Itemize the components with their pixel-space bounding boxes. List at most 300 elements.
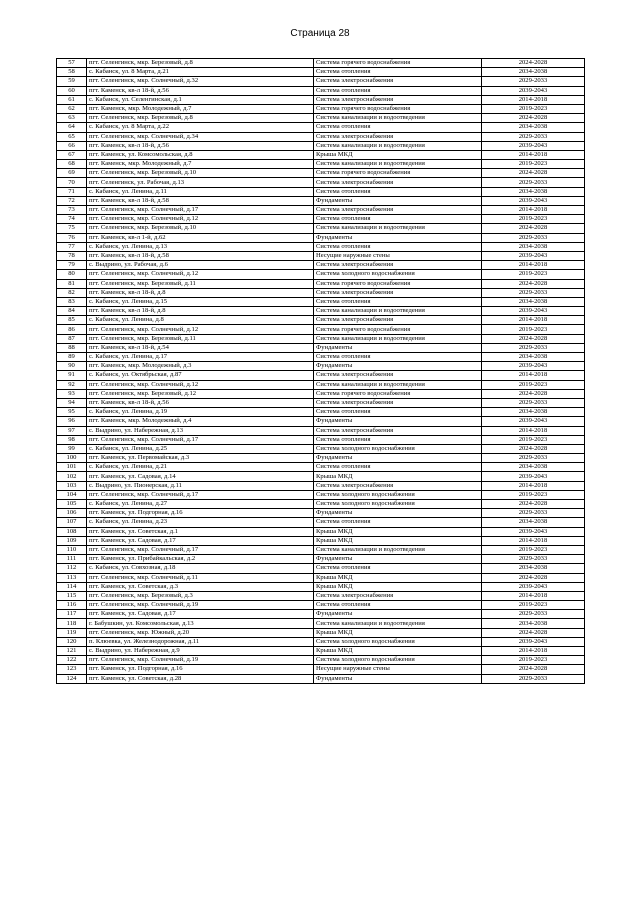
system-cell: Система холодного водоснабжения xyxy=(314,637,482,646)
period-cell: 2024-2028 xyxy=(482,500,585,509)
table-row xyxy=(57,610,585,619)
address-cell: пгт. Селенгинск, мкр. Солнечный, д.17 xyxy=(87,435,314,444)
row-number: 109 xyxy=(57,536,87,545)
address-cell: пгт. Каменск, кв-л 18-й, д.58 xyxy=(87,251,314,260)
address-cell: с. Кабанск, ул. Ленина, д.25 xyxy=(87,444,314,453)
address-cell: пгт. Каменск, ул. Подгорная, д.16 xyxy=(87,665,314,674)
system-cell: Система отопления xyxy=(314,123,482,132)
address-cell: с. Кабанск, ул. 8 Марта, д.21 xyxy=(87,68,314,77)
row-number: 116 xyxy=(57,601,87,610)
row-number: 85 xyxy=(57,316,87,325)
row-number: 72 xyxy=(57,196,87,205)
address-cell: пгт. Селенгинск, мкр. Березовый, д.10 xyxy=(87,224,314,233)
period-cell: 2019-2023 xyxy=(482,380,585,389)
address-cell: пгт. Каменск, кв-л 18-й, д.56 xyxy=(87,86,314,95)
table-row xyxy=(57,408,585,417)
row-number: 111 xyxy=(57,555,87,564)
address-cell: с. Кабанск, ул. Ленина, д.23 xyxy=(87,518,314,527)
table-row xyxy=(57,619,585,628)
row-number: 117 xyxy=(57,610,87,619)
system-cell: Система электроснабжения xyxy=(314,95,482,104)
table-row xyxy=(57,674,585,683)
address-cell: пгт. Каменск, ул. Подгорная, д.16 xyxy=(87,509,314,518)
system-cell: Система отопления xyxy=(314,518,482,527)
period-cell: 2019-2023 xyxy=(482,215,585,224)
period-cell: 2014-2018 xyxy=(482,647,585,656)
row-number: 112 xyxy=(57,564,87,573)
table-row xyxy=(57,564,585,573)
table-row xyxy=(57,279,585,288)
repair-schedule-table xyxy=(56,58,585,684)
table-row xyxy=(57,334,585,343)
address-cell: пгт. Каменск, кв-л 18-й, д.8 xyxy=(87,288,314,297)
system-cell: Система канализации и водоотведения xyxy=(314,160,482,169)
period-cell: 2029-2033 xyxy=(482,132,585,141)
table-row xyxy=(57,215,585,224)
period-cell: 2039-2043 xyxy=(482,196,585,205)
period-cell: 2034-2038 xyxy=(482,564,585,573)
address-cell: п. Клюевка, ул. Железнодорожная, д.11 xyxy=(87,637,314,646)
table-row xyxy=(57,353,585,362)
period-cell: 2029-2033 xyxy=(482,555,585,564)
row-number: 80 xyxy=(57,270,87,279)
row-number: 114 xyxy=(57,582,87,591)
address-cell: пгт. Селенгинск, мкр. Южный, д.20 xyxy=(87,628,314,637)
system-cell: Система электроснабжения xyxy=(314,481,482,490)
address-cell: пгт. Каменск, кв-л 18-й, д.58 xyxy=(87,196,314,205)
system-cell: Система отопления xyxy=(314,187,482,196)
system-cell: Система отопления xyxy=(314,215,482,224)
row-number: 118 xyxy=(57,619,87,628)
table-row xyxy=(57,555,585,564)
table-row xyxy=(57,297,585,306)
row-number: 91 xyxy=(57,371,87,380)
table-row xyxy=(57,637,585,646)
table-row xyxy=(57,169,585,178)
table-row xyxy=(57,518,585,527)
period-cell: 2029-2033 xyxy=(482,398,585,407)
row-number: 124 xyxy=(57,674,87,683)
period-cell: 2039-2043 xyxy=(482,362,585,371)
period-cell: 2034-2038 xyxy=(482,353,585,362)
row-number: 120 xyxy=(57,637,87,646)
table-row xyxy=(57,527,585,536)
period-cell: 2024-2028 xyxy=(482,334,585,343)
table-row xyxy=(57,196,585,205)
period-cell: 2034-2038 xyxy=(482,518,585,527)
table-row xyxy=(57,665,585,674)
table-row xyxy=(57,417,585,426)
address-cell: г. Бабушкин, ул. Комсомольская, д.13 xyxy=(87,619,314,628)
table-row xyxy=(57,233,585,242)
row-number: 108 xyxy=(57,527,87,536)
address-cell: пгт. Селенгинск, мкр. Березовый, д.12 xyxy=(87,389,314,398)
row-number: 58 xyxy=(57,68,87,77)
address-cell: с. Кабанск, ул. Ленина, д.15 xyxy=(87,297,314,306)
period-cell: 2024-2028 xyxy=(482,279,585,288)
system-cell: Система канализации и водоотведения xyxy=(314,224,482,233)
row-number: 59 xyxy=(57,77,87,86)
row-number: 69 xyxy=(57,169,87,178)
system-cell: Система горячего водоснабжения xyxy=(314,104,482,113)
row-number: 79 xyxy=(57,261,87,270)
address-cell: пгт. Каменск, ул. Садовая, д.17 xyxy=(87,536,314,545)
row-number: 100 xyxy=(57,454,87,463)
row-number: 105 xyxy=(57,500,87,509)
system-cell: Система отопления xyxy=(314,463,482,472)
row-number: 77 xyxy=(57,242,87,251)
system-cell: Система электроснабжения xyxy=(314,398,482,407)
address-cell: пгт. Каменск, кв-л 18-й, д.56 xyxy=(87,398,314,407)
address-cell: с. Кабанск, ул. Селенгинская, д.1 xyxy=(87,95,314,104)
row-number: 78 xyxy=(57,251,87,260)
address-cell: с. Выдрино, ул. Набережная, д.13 xyxy=(87,426,314,435)
system-cell: Система отопления xyxy=(314,435,482,444)
system-cell: Система электроснабжения xyxy=(314,288,482,297)
system-cell: Система электроснабжения xyxy=(314,591,482,600)
system-cell: Система электроснабжения xyxy=(314,371,482,380)
system-cell: Система холодного водоснабжения xyxy=(314,656,482,665)
row-number: 97 xyxy=(57,426,87,435)
address-cell: пгт. Каменск, мкр. Молодежный, д.7 xyxy=(87,160,314,169)
table-row xyxy=(57,242,585,251)
row-number: 62 xyxy=(57,104,87,113)
row-number: 65 xyxy=(57,132,87,141)
table-row xyxy=(57,307,585,316)
table-row xyxy=(57,500,585,509)
address-cell: пгт. Каменск, ул. Первомайская, д.3 xyxy=(87,454,314,463)
row-number: 67 xyxy=(57,150,87,159)
period-cell: 2039-2043 xyxy=(482,637,585,646)
address-cell: пгт. Каменск, кв-л 18-й, д.8 xyxy=(87,307,314,316)
row-number: 64 xyxy=(57,123,87,132)
table-row xyxy=(57,325,585,334)
address-cell: с. Кабанск, ул. Совхозная, д.18 xyxy=(87,564,314,573)
system-cell: Система горячего водоснабжения xyxy=(314,59,482,68)
system-cell: Система отопления xyxy=(314,297,482,306)
address-cell: пгт. Селенгинск, мкр. Березовый, д.11 xyxy=(87,279,314,288)
system-cell: Крыша МКД xyxy=(314,150,482,159)
period-cell: 2019-2023 xyxy=(482,270,585,279)
system-cell: Крыша МКД xyxy=(314,647,482,656)
period-cell: 2024-2028 xyxy=(482,573,585,582)
system-cell: Система электроснабжения xyxy=(314,426,482,435)
row-number: 86 xyxy=(57,325,87,334)
address-cell: с. Кабанск, ул. Ленина, д.8 xyxy=(87,316,314,325)
period-cell: 2039-2043 xyxy=(482,582,585,591)
row-number: 93 xyxy=(57,389,87,398)
address-cell: пгт. Каменск, ул. Советская, д.3 xyxy=(87,582,314,591)
table-row xyxy=(57,454,585,463)
address-cell: пгт. Каменск, ул. Советская, д.28 xyxy=(87,674,314,683)
system-cell: Система канализации и водоотведения xyxy=(314,307,482,316)
system-cell: Система электроснабжения xyxy=(314,132,482,141)
system-cell: Система холодного водоснабжения xyxy=(314,270,482,279)
system-cell: Фундаменты xyxy=(314,610,482,619)
table-row xyxy=(57,628,585,637)
table-row xyxy=(57,343,585,352)
system-cell: Система отопления xyxy=(314,601,482,610)
row-number: 90 xyxy=(57,362,87,371)
row-number: 70 xyxy=(57,178,87,187)
period-cell: 2019-2023 xyxy=(482,601,585,610)
row-number: 71 xyxy=(57,187,87,196)
address-cell: с. Выдрино, ул. Рабочая, д.6 xyxy=(87,261,314,270)
system-cell: Фундаменты xyxy=(314,417,482,426)
table-row xyxy=(57,251,585,260)
table-row xyxy=(57,481,585,490)
table-row xyxy=(57,472,585,481)
table-row xyxy=(57,463,585,472)
system-cell: Система горячего водоснабжения xyxy=(314,325,482,334)
row-number: 92 xyxy=(57,380,87,389)
period-cell: 2029-2033 xyxy=(482,674,585,683)
table-row xyxy=(57,114,585,123)
period-cell: 2024-2028 xyxy=(482,59,585,68)
row-number: 95 xyxy=(57,408,87,417)
table-row xyxy=(57,288,585,297)
period-cell: 2024-2028 xyxy=(482,665,585,674)
table-row xyxy=(57,536,585,545)
table-row xyxy=(57,150,585,159)
system-cell: Система холодного водоснабжения xyxy=(314,500,482,509)
period-cell: 2024-2028 xyxy=(482,444,585,453)
system-cell: Несущие наружные стены xyxy=(314,251,482,260)
address-cell: пгт. Селенгинск, мкр. Березовый, д.8 xyxy=(87,114,314,123)
row-number: 73 xyxy=(57,206,87,215)
table-row xyxy=(57,380,585,389)
system-cell: Крыша МКД xyxy=(314,472,482,481)
period-cell: 2034-2038 xyxy=(482,297,585,306)
address-cell: пгт. Каменск, ул. Комсомольская, д.8 xyxy=(87,150,314,159)
system-cell: Система отопления xyxy=(314,353,482,362)
period-cell: 2014-2018 xyxy=(482,481,585,490)
period-cell: 2024-2028 xyxy=(482,628,585,637)
table-row xyxy=(57,160,585,169)
period-cell: 2039-2043 xyxy=(482,527,585,536)
row-number: 110 xyxy=(57,545,87,554)
system-cell: Система холодного водоснабжения xyxy=(314,490,482,499)
system-cell: Фундаменты xyxy=(314,454,482,463)
period-cell: 2019-2023 xyxy=(482,490,585,499)
system-cell: Фундаменты xyxy=(314,343,482,352)
row-number: 99 xyxy=(57,444,87,453)
address-cell: пгт. Селенгинск, мкр. Солнечный, д.11 xyxy=(87,573,314,582)
table-row xyxy=(57,68,585,77)
period-cell: 2034-2038 xyxy=(482,187,585,196)
address-cell: пгт. Селенгинск, мкр. Солнечный, д.17 xyxy=(87,545,314,554)
period-cell: 2039-2043 xyxy=(482,472,585,481)
period-cell: 2039-2043 xyxy=(482,307,585,316)
table-row xyxy=(57,86,585,95)
table-row xyxy=(57,490,585,499)
table-row xyxy=(57,362,585,371)
system-cell: Крыша МКД xyxy=(314,536,482,545)
row-number: 98 xyxy=(57,435,87,444)
period-cell: 2034-2038 xyxy=(482,123,585,132)
row-number: 104 xyxy=(57,490,87,499)
page-header: Страница 28 xyxy=(290,28,350,39)
address-cell: пгт. Каменск, мкр. Молодежный, д.4 xyxy=(87,417,314,426)
period-cell: 2034-2038 xyxy=(482,408,585,417)
row-number: 123 xyxy=(57,665,87,674)
address-cell: пгт. Каменск, ул. Советская, д.1 xyxy=(87,527,314,536)
period-cell: 2019-2023 xyxy=(482,435,585,444)
system-cell: Система электроснабжения xyxy=(314,261,482,270)
period-cell: 2014-2018 xyxy=(482,591,585,600)
system-cell: Система отопления xyxy=(314,408,482,417)
system-cell: Фундаменты xyxy=(314,509,482,518)
row-number: 57 xyxy=(57,59,87,68)
system-cell: Система горячего водоснабжения xyxy=(314,169,482,178)
period-cell: 2029-2033 xyxy=(482,343,585,352)
row-number: 63 xyxy=(57,114,87,123)
period-cell: 2014-2018 xyxy=(482,261,585,270)
address-cell: с. Кабанск, ул. Ленина, д.17 xyxy=(87,353,314,362)
row-number: 81 xyxy=(57,279,87,288)
period-cell: 2039-2043 xyxy=(482,86,585,95)
address-cell: с. Кабанск, ул. Ленина, д.27 xyxy=(87,500,314,509)
row-number: 115 xyxy=(57,591,87,600)
period-cell: 2019-2023 xyxy=(482,656,585,665)
system-cell: Система электроснабжения xyxy=(314,316,482,325)
table-row xyxy=(57,601,585,610)
row-number: 102 xyxy=(57,472,87,481)
period-cell: 2034-2038 xyxy=(482,619,585,628)
row-number: 61 xyxy=(57,95,87,104)
row-number: 113 xyxy=(57,573,87,582)
address-cell: с. Кабанск, ул. Октябрьская, д.87 xyxy=(87,371,314,380)
table-row xyxy=(57,206,585,215)
address-cell: пгт. Каменск, ул. Садовая, д.17 xyxy=(87,610,314,619)
period-cell: 2029-2033 xyxy=(482,610,585,619)
row-number: 88 xyxy=(57,343,87,352)
system-cell: Несущие наружные стены xyxy=(314,665,482,674)
address-cell: с. Кабанск, ул. Ленина, д.19 xyxy=(87,408,314,417)
table-row xyxy=(57,371,585,380)
row-number: 87 xyxy=(57,334,87,343)
period-cell: 2034-2038 xyxy=(482,463,585,472)
table-row xyxy=(57,95,585,104)
address-cell: пгт. Каменск, кв-л 18-й, д.56 xyxy=(87,141,314,150)
system-cell: Система канализации и водоотведения xyxy=(314,114,482,123)
row-number: 75 xyxy=(57,224,87,233)
period-cell: 2014-2018 xyxy=(482,426,585,435)
row-number: 84 xyxy=(57,307,87,316)
period-cell: 2039-2043 xyxy=(482,141,585,150)
address-cell: пгт. Селенгинск, мкр. Березовый, д.3 xyxy=(87,591,314,600)
table-row xyxy=(57,389,585,398)
table-row xyxy=(57,178,585,187)
address-cell: с. Кабанск, ул. 8 Марта, д.22 xyxy=(87,123,314,132)
period-cell: 2024-2028 xyxy=(482,389,585,398)
table-row xyxy=(57,444,585,453)
row-number: 82 xyxy=(57,288,87,297)
period-cell: 2039-2043 xyxy=(482,417,585,426)
period-cell: 2014-2018 xyxy=(482,206,585,215)
table-row xyxy=(57,104,585,113)
table-row xyxy=(57,270,585,279)
period-cell: 2019-2023 xyxy=(482,104,585,113)
row-number: 106 xyxy=(57,509,87,518)
table-row xyxy=(57,398,585,407)
table-row xyxy=(57,77,585,86)
row-number: 68 xyxy=(57,160,87,169)
system-cell: Система электроснабжения xyxy=(314,77,482,86)
row-number: 122 xyxy=(57,656,87,665)
row-number: 76 xyxy=(57,233,87,242)
address-cell: пгт. Селенгинск, мкр. Солнечный, д.17 xyxy=(87,206,314,215)
address-cell: пгт. Каменск, кв-л 18-й, д.54 xyxy=(87,343,314,352)
row-number: 101 xyxy=(57,463,87,472)
row-number: 89 xyxy=(57,353,87,362)
period-cell: 2029-2033 xyxy=(482,233,585,242)
row-number: 66 xyxy=(57,141,87,150)
row-number: 107 xyxy=(57,518,87,527)
address-cell: с. Выдрино, ул. Набережная, д.9 xyxy=(87,647,314,656)
system-cell: Система канализации и водоотведения xyxy=(314,334,482,343)
period-cell: 2029-2033 xyxy=(482,77,585,86)
system-cell: Система горячего водоснабжения xyxy=(314,279,482,288)
table-row xyxy=(57,582,585,591)
system-cell: Фундаменты xyxy=(314,233,482,242)
address-cell: пгт. Каменск, кв-л 1-й, д.62 xyxy=(87,233,314,242)
address-cell: пгт. Селенгинск, мкр. Солнечный, д.34 xyxy=(87,132,314,141)
period-cell: 2024-2028 xyxy=(482,169,585,178)
address-cell: пгт. Селенгинск, мкр. Солнечный, д.19 xyxy=(87,601,314,610)
period-cell: 2014-2018 xyxy=(482,371,585,380)
row-number: 96 xyxy=(57,417,87,426)
table-body xyxy=(57,59,585,684)
table-row xyxy=(57,573,585,582)
system-cell: Система электроснабжения xyxy=(314,178,482,187)
system-cell: Система отопления xyxy=(314,564,482,573)
period-cell: 2014-2018 xyxy=(482,536,585,545)
table-row xyxy=(57,435,585,444)
system-cell: Система электроснабжения xyxy=(314,206,482,215)
table-row xyxy=(57,316,585,325)
table-row xyxy=(57,656,585,665)
system-cell: Система канализации и водоотведения xyxy=(314,619,482,628)
address-cell: пгт. Селенгинск, мкр. Солнечный, д.12 xyxy=(87,215,314,224)
system-cell: Система канализации и водоотведения xyxy=(314,545,482,554)
address-cell: пгт. Селенгинск, ул. Рабочая, д.13 xyxy=(87,178,314,187)
table-row xyxy=(57,591,585,600)
system-cell: Крыша МКД xyxy=(314,527,482,536)
period-cell: 2039-2043 xyxy=(482,251,585,260)
address-cell: пгт. Каменск, мкр. Молодежный, д.7 xyxy=(87,104,314,113)
system-cell: Система отопления xyxy=(314,68,482,77)
system-cell: Система холодного водоснабжения xyxy=(314,444,482,453)
row-number: 83 xyxy=(57,297,87,306)
period-cell: 2029-2033 xyxy=(482,454,585,463)
table-row xyxy=(57,647,585,656)
period-cell: 2024-2028 xyxy=(482,224,585,233)
address-cell: пгт. Каменск, мкр. Молодежный, д.3 xyxy=(87,362,314,371)
address-cell: пгт. Селенгинск, мкр. Березовый, д.10 xyxy=(87,169,314,178)
table-row xyxy=(57,224,585,233)
period-cell: 2034-2038 xyxy=(482,68,585,77)
period-cell: 2019-2023 xyxy=(482,545,585,554)
table-row xyxy=(57,59,585,68)
system-cell: Фундаменты xyxy=(314,674,482,683)
period-cell: 2014-2018 xyxy=(482,316,585,325)
system-cell: Крыша МКД xyxy=(314,582,482,591)
table-row xyxy=(57,509,585,518)
table-row xyxy=(57,123,585,132)
row-number: 60 xyxy=(57,86,87,95)
period-cell: 2029-2033 xyxy=(482,509,585,518)
